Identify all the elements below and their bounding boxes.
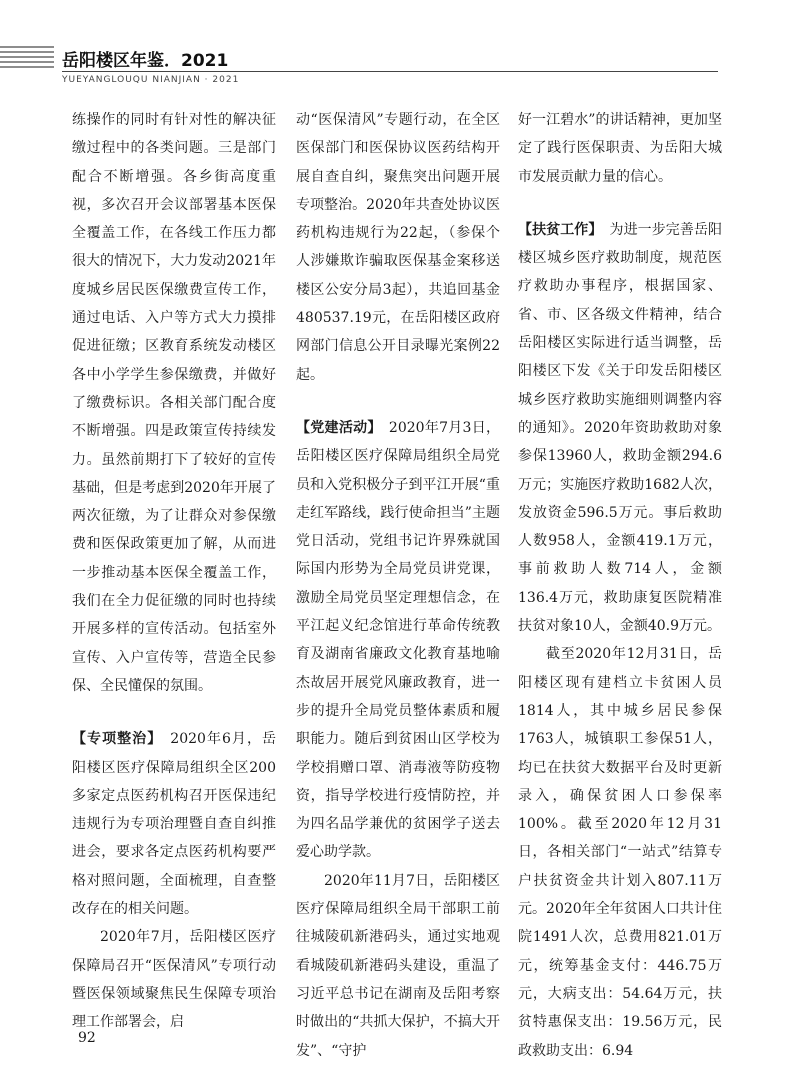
- text-column-1: [72, 106, 276, 1037]
- section-heading: 【党建活动】: [296, 419, 375, 436]
- header-stripes-decoration: [0, 46, 54, 71]
- text-column-3: [518, 106, 722, 1065]
- header-subtitle: YUEYANGLOUQU NIANJIAN · 2021: [62, 75, 240, 85]
- header-rule: [62, 71, 718, 72]
- section-body: 为进一步完善岳阳楼区城乡医疗救助制度，规范医疗救助办事程序，根据国家、省、市、区各级文件精神，结合岳阳楼区实际进行适当调整，岳阳楼区下发《关于印发岳阳楼区城乡医疗救助实施细则调整内容的通知》。2020年资助救助对象参保13960人，救助金额294.6万元；实施医疗救助1682人次，发放资金596.5万元。事后救助人数958人，金额419.1万元，事前救助人数714人，金额136.4万元，救助康复医院精准扶贫对象10人，金额40.9万元。: [518, 221, 723, 635]
- paragraph: 2020年11月7日，岳阳楼区医疗保障局组织全局干部职工前往城陵矶新港码头，通过实地观看城陵矶新港码头建设，重温了习近平总书记在湖南及岳阳考察时做出的“共抓大保护，不搞大开发”、“守护: [296, 872, 500, 1059]
- page-header: [0, 0, 793, 100]
- page-number: 92: [78, 1030, 96, 1046]
- paragraph: 练操作的同时有针对性的解决征缴过程中的各类问题。三是部门配合不断增强。各乡街高度重视，多次召开会议部署基本医保全覆盖工作，在各线工作压力都很大的情况下，大力发动2021年度城乡居民医保缴费宣传工作，通过电话、入户等方式大力摸排促进征缴；区教育系统发动楼区各中小学学生参保缴费，并做好了缴费标识。各相关部门配合度不断增强。四是政策宣传持续发力。虽然前期打下了较好的宣传基础，但是考虑到2020年开展了两次征缴，为了让群众对参保缴费和医保政策更加了解，从而进一步推动基本医保全覆盖工作，我们在全力促征缴的同时也持续开展多样的宣传活动。包括室外宣传、入户宣传等，营造全民参保、全民懂保的氛围。: [72, 112, 276, 694]
- paragraph-party-building: [296, 414, 500, 867]
- header-title: 岳阳楼区年鉴．2021: [62, 51, 229, 71]
- paragraph: 2020年7月，岳阳楼区医疗保障局召开“医保清风”专项行动暨医保领域聚焦民生保障专项治理工作部署会，启: [72, 929, 276, 1031]
- text-column-2: [296, 106, 500, 1065]
- section-heading: 【扶贫工作】: [518, 221, 596, 238]
- paragraph: 截至2020年12月31日，岳阳楼区现有建档立卡贫困人员1814人，其中城乡居民参保1763人，城镇职工参保51人，均已在扶贫大数据平台及时更新录入，确保贫困人口参保率100%。截至2020年12月31日，各相关部门“一站式”结算专户扶贫资金共计划入807.11万元。2020年全年贫困人口共计住院1491人次，总费用821.01万元，统筹基金支付：446.75万元，大病支出：54.64万元，扶贫特惠保支出：19.56万元，民政救助支出：6.94: [518, 646, 722, 1059]
- paragraph: 动“医保清风”专题行动，在全区医保部门和医保协议医药结构开展自查自纠，聚焦突出问题开展专项整治。2020年共查处协议医药机构违规行为22起，（参保个人涉嫌欺诈骗取医保基金案移送楼区公安分局3起），共追回基金480537.19元，在岳阳楼区政府网部门信息公开目录曝光案例22起。: [296, 112, 500, 383]
- section-body: 2020年6月，岳阳楼区医疗保障局组织全区200多家定点医药机构召开医保违纪违规行为专项治理暨自查自纠推进会，要求各定点医药机构要严格对照问题，全面梳理，自查整改存在的相关问题。: [72, 731, 277, 918]
- section-heading: 【专项整治】: [72, 731, 156, 748]
- section-body: 2020年7月3日，岳阳楼区医疗保障局组织全局党员和入党积极分子到平江开展“重走红军路线，践行使命担当”主题党日活动，党组书记许界殊就国际国内形势为全局党员讲党课，激励全局党员坚定理想信念，在平江起义纪念馆进行革命传统教育及湖南省廉政文化教育基地喻杰故居开展党风廉政教育，进一步的提升全局党员整体素质和履职能力。随后到贫困山区学校为学校捐赠口罩、消毒液等防疫物资，指导学校进行疫情防控，并为四名品学兼优的贫困学子送去爱心助学款。: [296, 419, 501, 861]
- paragraph: 好一江碧水”的讲话精神，更加坚定了践行医保职责、为岳阳大城市发展贡献力量的信心。: [518, 112, 722, 185]
- paragraph-special-rectification: [72, 725, 276, 923]
- paragraph-poverty-alleviation: [518, 216, 722, 640]
